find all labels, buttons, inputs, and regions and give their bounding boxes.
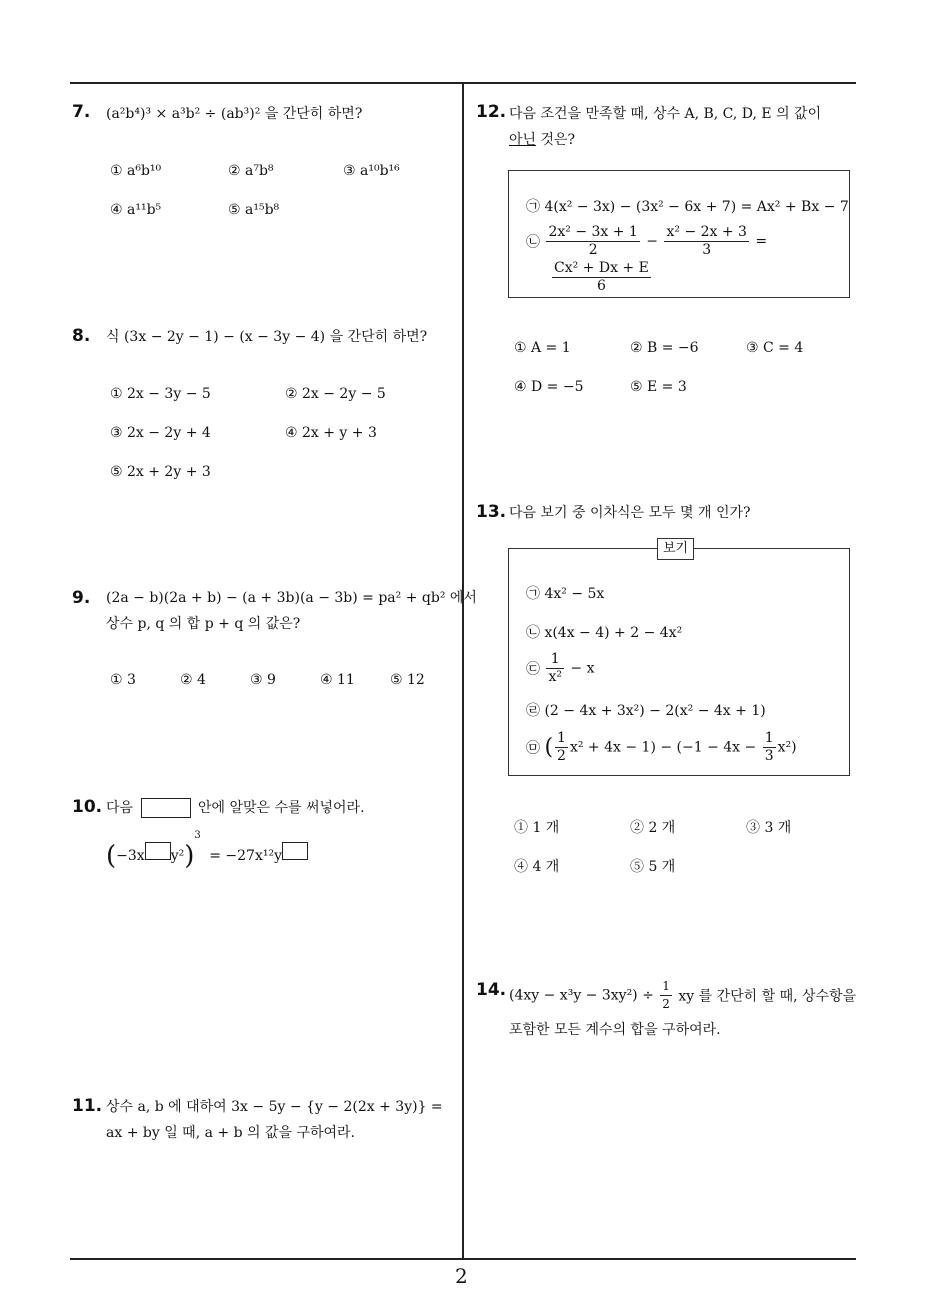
- q12-cond2-frac-1-den: 2: [588, 242, 598, 258]
- q8-option-5[interactable]: ⑤ 2x + 2y + 3: [110, 464, 211, 480]
- q10-stem-after: 안에 알맞은 수를 써넣어라.: [197, 800, 365, 816]
- q13-item5-open: (: [544, 735, 554, 760]
- q7-option-2[interactable]: ② a⁷b⁸: [228, 163, 274, 179]
- q12-option-3[interactable]: ③ C = 4: [746, 340, 804, 356]
- q13-option-5[interactable]: ⑤ 5 개: [630, 859, 676, 875]
- q13-item-4: ㉣ (2 − 4x + 3x²) − 2(x² − 4x + 1): [526, 703, 766, 719]
- bottom-rule: [70, 1258, 856, 1260]
- q12-cond2-frac-2: [664, 224, 748, 259]
- q12-stem-underlined: 아닌: [509, 132, 537, 148]
- q11-stem-line1: 상수 a, b 에 대하여 3x − 5y − {y − 2(2x + 3y)} =: [106, 1099, 443, 1115]
- q10-stem-before: 다음: [106, 800, 134, 816]
- q13-number: 13.: [476, 502, 507, 522]
- q12-option-4[interactable]: ④ D = −5: [514, 379, 584, 395]
- q8-number: 8.: [72, 326, 91, 346]
- q12-cond2-minus: −: [646, 233, 659, 250]
- q10-expr-rhs: = −27x¹²y: [209, 848, 282, 864]
- q9-option-3[interactable]: ③ 9: [250, 672, 276, 688]
- q9-option-4[interactable]: ④ 11: [320, 672, 355, 688]
- q13-item5-frac-1-den: 2: [557, 748, 566, 764]
- q14-frac-num: 1: [660, 978, 672, 996]
- q13-option-3[interactable]: ③ 3 개: [746, 820, 792, 836]
- q8-option-1[interactable]: ① 2x − 3y − 5: [110, 386, 211, 402]
- q13-item5-frac-2-num: 1: [764, 730, 774, 746]
- q12-condition-2b: [550, 260, 653, 295]
- q9-option-1[interactable]: ① 3: [110, 672, 136, 688]
- q13-item-3: [526, 651, 595, 686]
- q13-item-1: ㉠ 4x² − 5x: [526, 586, 605, 602]
- q14-frac: [660, 978, 672, 1013]
- q14-frac-den: 2: [662, 997, 670, 1011]
- q9-option-2[interactable]: ② 4: [180, 672, 206, 688]
- q9-stem-line2: 상수 p, q 의 합 p + q 의 값은?: [106, 616, 301, 632]
- q7-stem: (a²b⁴)³ × a³b² ÷ (ab³)² 을 간단히 하면?: [106, 106, 363, 122]
- q12-condition-2: [526, 224, 767, 259]
- q12-number: 12.: [476, 102, 507, 122]
- q13-item5-mid: x² + 4x − 1) − (−1 − 4x −: [569, 739, 757, 756]
- q10-stem: [106, 794, 365, 822]
- q7-option-5[interactable]: ⑤ a¹⁵b⁸: [228, 202, 280, 218]
- q13-item5-frac-1-num: 1: [557, 730, 566, 746]
- q10-number: 10.: [72, 797, 103, 817]
- q7-number: 7.: [72, 102, 91, 122]
- q14-stem-a: (4xy − x³y − 3xy²) ÷: [509, 987, 654, 1004]
- q9-option-5[interactable]: ⑤ 12: [390, 672, 425, 688]
- q12-cond2-frac-2-num: x² − 2x + 3: [666, 224, 747, 240]
- q13-bogi-label: 보기: [657, 538, 694, 560]
- q14-stem-line1: [509, 978, 856, 1013]
- q8-option-4[interactable]: ④ 2x + y + 3: [285, 425, 377, 441]
- column-divider: [462, 82, 464, 1260]
- q14-stem-b: xy 를 간단히 할 때, 상수항을: [678, 988, 857, 1005]
- q8-option-2[interactable]: ② 2x − 2y − 5: [285, 386, 386, 402]
- q12-cond2-label: ㉡: [526, 234, 540, 251]
- q11-stem-line2: ax + by 일 때, a + b 의 값을 구하여라.: [106, 1125, 356, 1141]
- q10-expr-power: 3: [194, 830, 201, 841]
- q12-option-1[interactable]: ① A = 1: [514, 340, 571, 356]
- q13-stem: 다음 보기 중 이차식은 모두 몇 개 인가?: [509, 505, 751, 521]
- q12-cond2-frac-3-num: Cx² + Dx + E: [554, 260, 649, 276]
- q13-item3-rest: − x: [570, 660, 595, 677]
- q13-item3-den: x²: [548, 669, 562, 685]
- q12-cond2-frac-2-den: 3: [702, 242, 712, 258]
- q13-item3-frac: [546, 651, 564, 686]
- q13-item3-label: ㉢: [526, 661, 540, 678]
- q10-answer-blank-1[interactable]: [145, 842, 171, 860]
- q13-item5-label: ㉤: [526, 740, 540, 757]
- q12-stem-rest: 것은?: [536, 132, 576, 148]
- q12-cond2-frac-1-num: 2x² − 3x + 1: [548, 224, 638, 240]
- q13-item-2: ㉡ x(4x − 4) + 2 − 4x²: [526, 625, 683, 641]
- q7-option-3[interactable]: ③ a¹⁰b¹⁶: [343, 163, 400, 179]
- q12-cond2-frac-3-den: 6: [596, 278, 606, 294]
- q12-option-5[interactable]: ⑤ E = 3: [630, 379, 687, 395]
- q10-blank-inline: [141, 798, 191, 818]
- q13-item3-num: 1: [546, 651, 564, 669]
- q8-option-3[interactable]: ③ 2x − 2y + 4: [110, 425, 211, 441]
- q10-expr-mid: y²: [170, 848, 185, 864]
- q9-stem-line1: (2a − b)(2a + b) − (a + 3b)(a − 3b) = pa² + qb² 에서: [106, 590, 477, 606]
- q13-option-1[interactable]: ① 1 개: [514, 820, 560, 836]
- q10-expr-open: −3x: [116, 848, 145, 864]
- q12-condition-1: ㉠ 4(x² − 3x) − (3x² − 6x + 7) = Ax² + Bx − 7: [526, 199, 849, 215]
- q9-number: 9.: [72, 588, 91, 608]
- q7-option-1[interactable]: ① a⁶b¹⁰: [110, 163, 162, 179]
- q13-item5-frac-2: [763, 730, 776, 765]
- q14-number: 14.: [476, 980, 507, 1000]
- q12-cond2-frac-1: [546, 224, 639, 259]
- q11-number: 11.: [72, 1096, 103, 1116]
- q14-stem-line2: 포함한 모든 계수의 합을 구하여라.: [509, 1022, 721, 1038]
- q13-item5-frac-1: [555, 730, 568, 765]
- q12-option-2[interactable]: ② B = −6: [630, 340, 699, 356]
- q13-option-4[interactable]: ④ 4 개: [514, 859, 560, 875]
- q12-cond2-frac-3: [552, 260, 651, 295]
- q10-expression: (−3x y²)$^3$ = −27x¹²y: [106, 830, 308, 871]
- q13-option-2[interactable]: ② 2 개: [630, 820, 676, 836]
- q12-cond2-eq: =: [755, 233, 768, 250]
- q13-item-5: [526, 730, 797, 765]
- q12-stem-line2: [509, 126, 575, 154]
- page-number: 2: [455, 1264, 468, 1288]
- q7-option-4[interactable]: ④ a¹¹b⁵: [110, 202, 162, 218]
- q13-item5-frac-2-den: 3: [764, 748, 774, 764]
- q12-stem-line1: 다음 조건을 만족할 때, 상수 A, B, C, D, E 의 값이: [509, 106, 822, 122]
- q8-stem: 식 (3x − 2y − 1) − (x − 3y − 4) 을 간단히 하면?: [106, 329, 428, 345]
- q13-item5-close: x²): [777, 739, 797, 756]
- q10-answer-blank-2[interactable]: [282, 842, 308, 860]
